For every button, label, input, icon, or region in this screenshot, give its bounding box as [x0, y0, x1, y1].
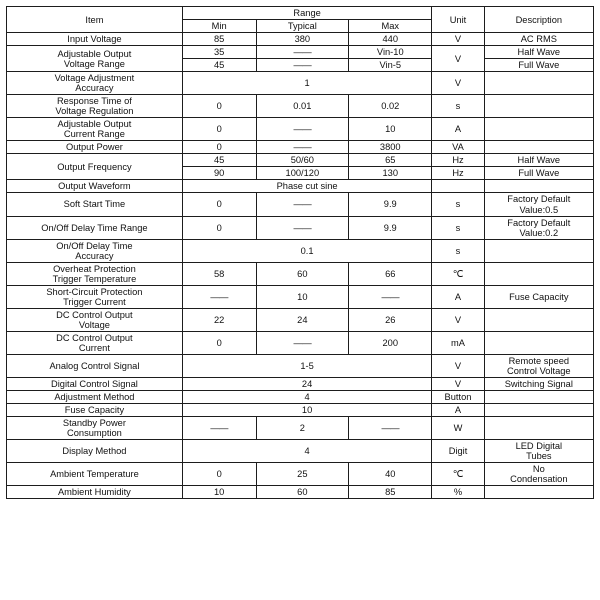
row-item-label: DC Control Output Voltage [7, 308, 183, 331]
table-row [7, 216, 594, 239]
row-description [484, 262, 593, 285]
table-row [7, 180, 594, 193]
row-description [484, 180, 593, 193]
table-row [7, 33, 594, 46]
row-value-typical: —— [256, 331, 349, 354]
row-value-max: Vin-5 [349, 59, 432, 72]
header-typical: Typical [256, 20, 349, 33]
row-value-min: 58 [182, 262, 256, 285]
row-description: Half Wave [484, 46, 593, 59]
row-value-min: 0 [182, 463, 256, 486]
row-value-max: —— [349, 285, 432, 308]
table-row [7, 239, 594, 262]
row-value-typical: —— [256, 59, 349, 72]
row-item-label: Fuse Capacity [7, 404, 183, 417]
row-value-min: 0 [182, 95, 256, 118]
row-description [484, 331, 593, 354]
row-unit: ℃ [432, 262, 484, 285]
row-item-label: Input Voltage [7, 33, 183, 46]
header-unit: Unit [432, 7, 484, 33]
row-value-max: 200 [349, 331, 432, 354]
row-value-min: 10 [182, 486, 256, 499]
table-row [7, 285, 594, 308]
row-unit: s [432, 216, 484, 239]
specification-table [6, 6, 594, 499]
row-item-label: Output Frequency [7, 154, 183, 180]
header-row-1 [7, 7, 594, 20]
row-description: Full Wave [484, 59, 593, 72]
row-unit: mA [432, 331, 484, 354]
row-description: Factory Default Value:0.2 [484, 216, 593, 239]
row-value-min: 0 [182, 118, 256, 141]
row-value-min: 0 [182, 193, 256, 216]
row-value-span: 1 [182, 72, 432, 95]
row-value-typical: 100/120 [256, 167, 349, 180]
row-item-label: DC Control Output Current [7, 331, 183, 354]
row-item-label: Standby Power Consumption [7, 417, 183, 440]
row-value-min: 0 [182, 216, 256, 239]
table-row [7, 262, 594, 285]
row-value-span: 4 [182, 440, 432, 463]
table-row [7, 404, 594, 417]
row-item-label: On/Off Delay Time Accuracy [7, 239, 183, 262]
row-value-min: 35 [182, 46, 256, 59]
row-value-max: 40 [349, 463, 432, 486]
row-value-typical: 380 [256, 33, 349, 46]
row-description: AC RMS [484, 33, 593, 46]
row-item-label: Soft Start Time [7, 193, 183, 216]
row-description [484, 239, 593, 262]
header-description: Description [484, 7, 593, 33]
row-item-label: Overheat Protection Trigger Temperature [7, 262, 183, 285]
row-value-max: 66 [349, 262, 432, 285]
row-description: No Condensation [484, 463, 593, 486]
row-value-min: —— [182, 417, 256, 440]
row-item-label: Ambient Humidity [7, 486, 183, 499]
row-description [484, 391, 593, 404]
row-value-typical: 60 [256, 262, 349, 285]
header-min: Min [182, 20, 256, 33]
table-row [7, 72, 594, 95]
table-row [7, 154, 594, 167]
row-unit: Digit [432, 440, 484, 463]
row-value-max: 3800 [349, 141, 432, 154]
row-unit: ℃ [432, 463, 484, 486]
row-description [484, 417, 593, 440]
row-value-max: 9.9 [349, 216, 432, 239]
row-unit: s [432, 193, 484, 216]
row-value-typical: —— [256, 193, 349, 216]
row-value-max: 65 [349, 154, 432, 167]
table-header [7, 7, 594, 33]
row-description [484, 95, 593, 118]
row-value-min: 45 [182, 59, 256, 72]
table-body [7, 33, 594, 499]
row-item-label: Adjustable Output Voltage Range [7, 46, 183, 72]
row-description: Fuse Capacity [484, 285, 593, 308]
row-unit: V [432, 377, 484, 390]
row-item-label: Short-Circuit Protection Trigger Current [7, 285, 183, 308]
table-row [7, 46, 594, 59]
row-value-max: Vin-10 [349, 46, 432, 59]
row-value-typical: —— [256, 118, 349, 141]
table-row [7, 141, 594, 154]
table-row [7, 440, 594, 463]
table-row [7, 193, 594, 216]
row-value-max: 10 [349, 118, 432, 141]
row-unit: V [432, 46, 484, 72]
row-value-min: 85 [182, 33, 256, 46]
row-value-max: 130 [349, 167, 432, 180]
row-description: Remote speed Control Voltage [484, 354, 593, 377]
row-value-max: 9.9 [349, 193, 432, 216]
row-value-span: Phase cut sine [182, 180, 432, 193]
row-item-label: On/Off Delay Time Range [7, 216, 183, 239]
row-value-typical: —— [256, 141, 349, 154]
row-description [484, 308, 593, 331]
header-range: Range [182, 7, 432, 20]
row-value-span: 0.1 [182, 239, 432, 262]
header-item: Item [7, 7, 183, 33]
row-item-label: Adjustable Output Current Range [7, 118, 183, 141]
row-description: Switching Signal [484, 377, 593, 390]
row-description: Full Wave [484, 167, 593, 180]
row-value-min: 0 [182, 331, 256, 354]
row-unit: A [432, 404, 484, 417]
row-description [484, 72, 593, 95]
row-value-max: 85 [349, 486, 432, 499]
row-description [484, 118, 593, 141]
header-max: Max [349, 20, 432, 33]
row-unit: s [432, 239, 484, 262]
row-description [484, 486, 593, 499]
table-row [7, 95, 594, 118]
row-value-min: —— [182, 285, 256, 308]
row-item-label: Adjustment Method [7, 391, 183, 404]
table-row [7, 118, 594, 141]
row-description: Half Wave [484, 154, 593, 167]
row-unit: V [432, 72, 484, 95]
table-row [7, 377, 594, 390]
row-value-typical: 60 [256, 486, 349, 499]
row-item-label: Output Waveform [7, 180, 183, 193]
row-value-typical: —— [256, 46, 349, 59]
row-value-max: 26 [349, 308, 432, 331]
row-unit [432, 180, 484, 193]
row-value-span: 24 [182, 377, 432, 390]
row-unit: W [432, 417, 484, 440]
row-value-typical: 2 [256, 417, 349, 440]
row-item-label: Analog Control Signal [7, 354, 183, 377]
table-row [7, 486, 594, 499]
row-item-label: Response Time of Voltage Regulation [7, 95, 183, 118]
row-value-min: 22 [182, 308, 256, 331]
row-unit: VA [432, 141, 484, 154]
row-unit: A [432, 285, 484, 308]
row-value-typical: 0.01 [256, 95, 349, 118]
row-value-span: 10 [182, 404, 432, 417]
row-value-typical: 10 [256, 285, 349, 308]
row-item-label: Display Method [7, 440, 183, 463]
row-unit: V [432, 308, 484, 331]
row-description [484, 404, 593, 417]
row-item-label: Digital Control Signal [7, 377, 183, 390]
table-row [7, 391, 594, 404]
table-row [7, 463, 594, 486]
table-row [7, 354, 594, 377]
row-value-typical: —— [256, 216, 349, 239]
row-value-max: 440 [349, 33, 432, 46]
row-unit: Hz [432, 154, 484, 167]
row-value-min: 45 [182, 154, 256, 167]
row-description: LED Digital Tubes [484, 440, 593, 463]
row-item-label: Voltage Adjustment Accuracy [7, 72, 183, 95]
row-value-max: —— [349, 417, 432, 440]
row-item-label: Output Power [7, 141, 183, 154]
row-value-min: 0 [182, 141, 256, 154]
row-unit: V [432, 354, 484, 377]
row-value-span: 1-5 [182, 354, 432, 377]
row-unit: Hz [432, 167, 484, 180]
row-value-span: 4 [182, 391, 432, 404]
row-value-max: 0.02 [349, 95, 432, 118]
row-value-typical: 24 [256, 308, 349, 331]
table-row [7, 417, 594, 440]
row-unit: % [432, 486, 484, 499]
row-unit: s [432, 95, 484, 118]
row-value-typical: 50/60 [256, 154, 349, 167]
table-row [7, 308, 594, 331]
row-item-label: Ambient Temperature [7, 463, 183, 486]
row-value-min: 90 [182, 167, 256, 180]
row-unit: V [432, 33, 484, 46]
row-unit: Button [432, 391, 484, 404]
row-description [484, 141, 593, 154]
row-value-typical: 25 [256, 463, 349, 486]
row-description: Factory Default Value:0.5 [484, 193, 593, 216]
table-row [7, 331, 594, 354]
row-unit: A [432, 118, 484, 141]
